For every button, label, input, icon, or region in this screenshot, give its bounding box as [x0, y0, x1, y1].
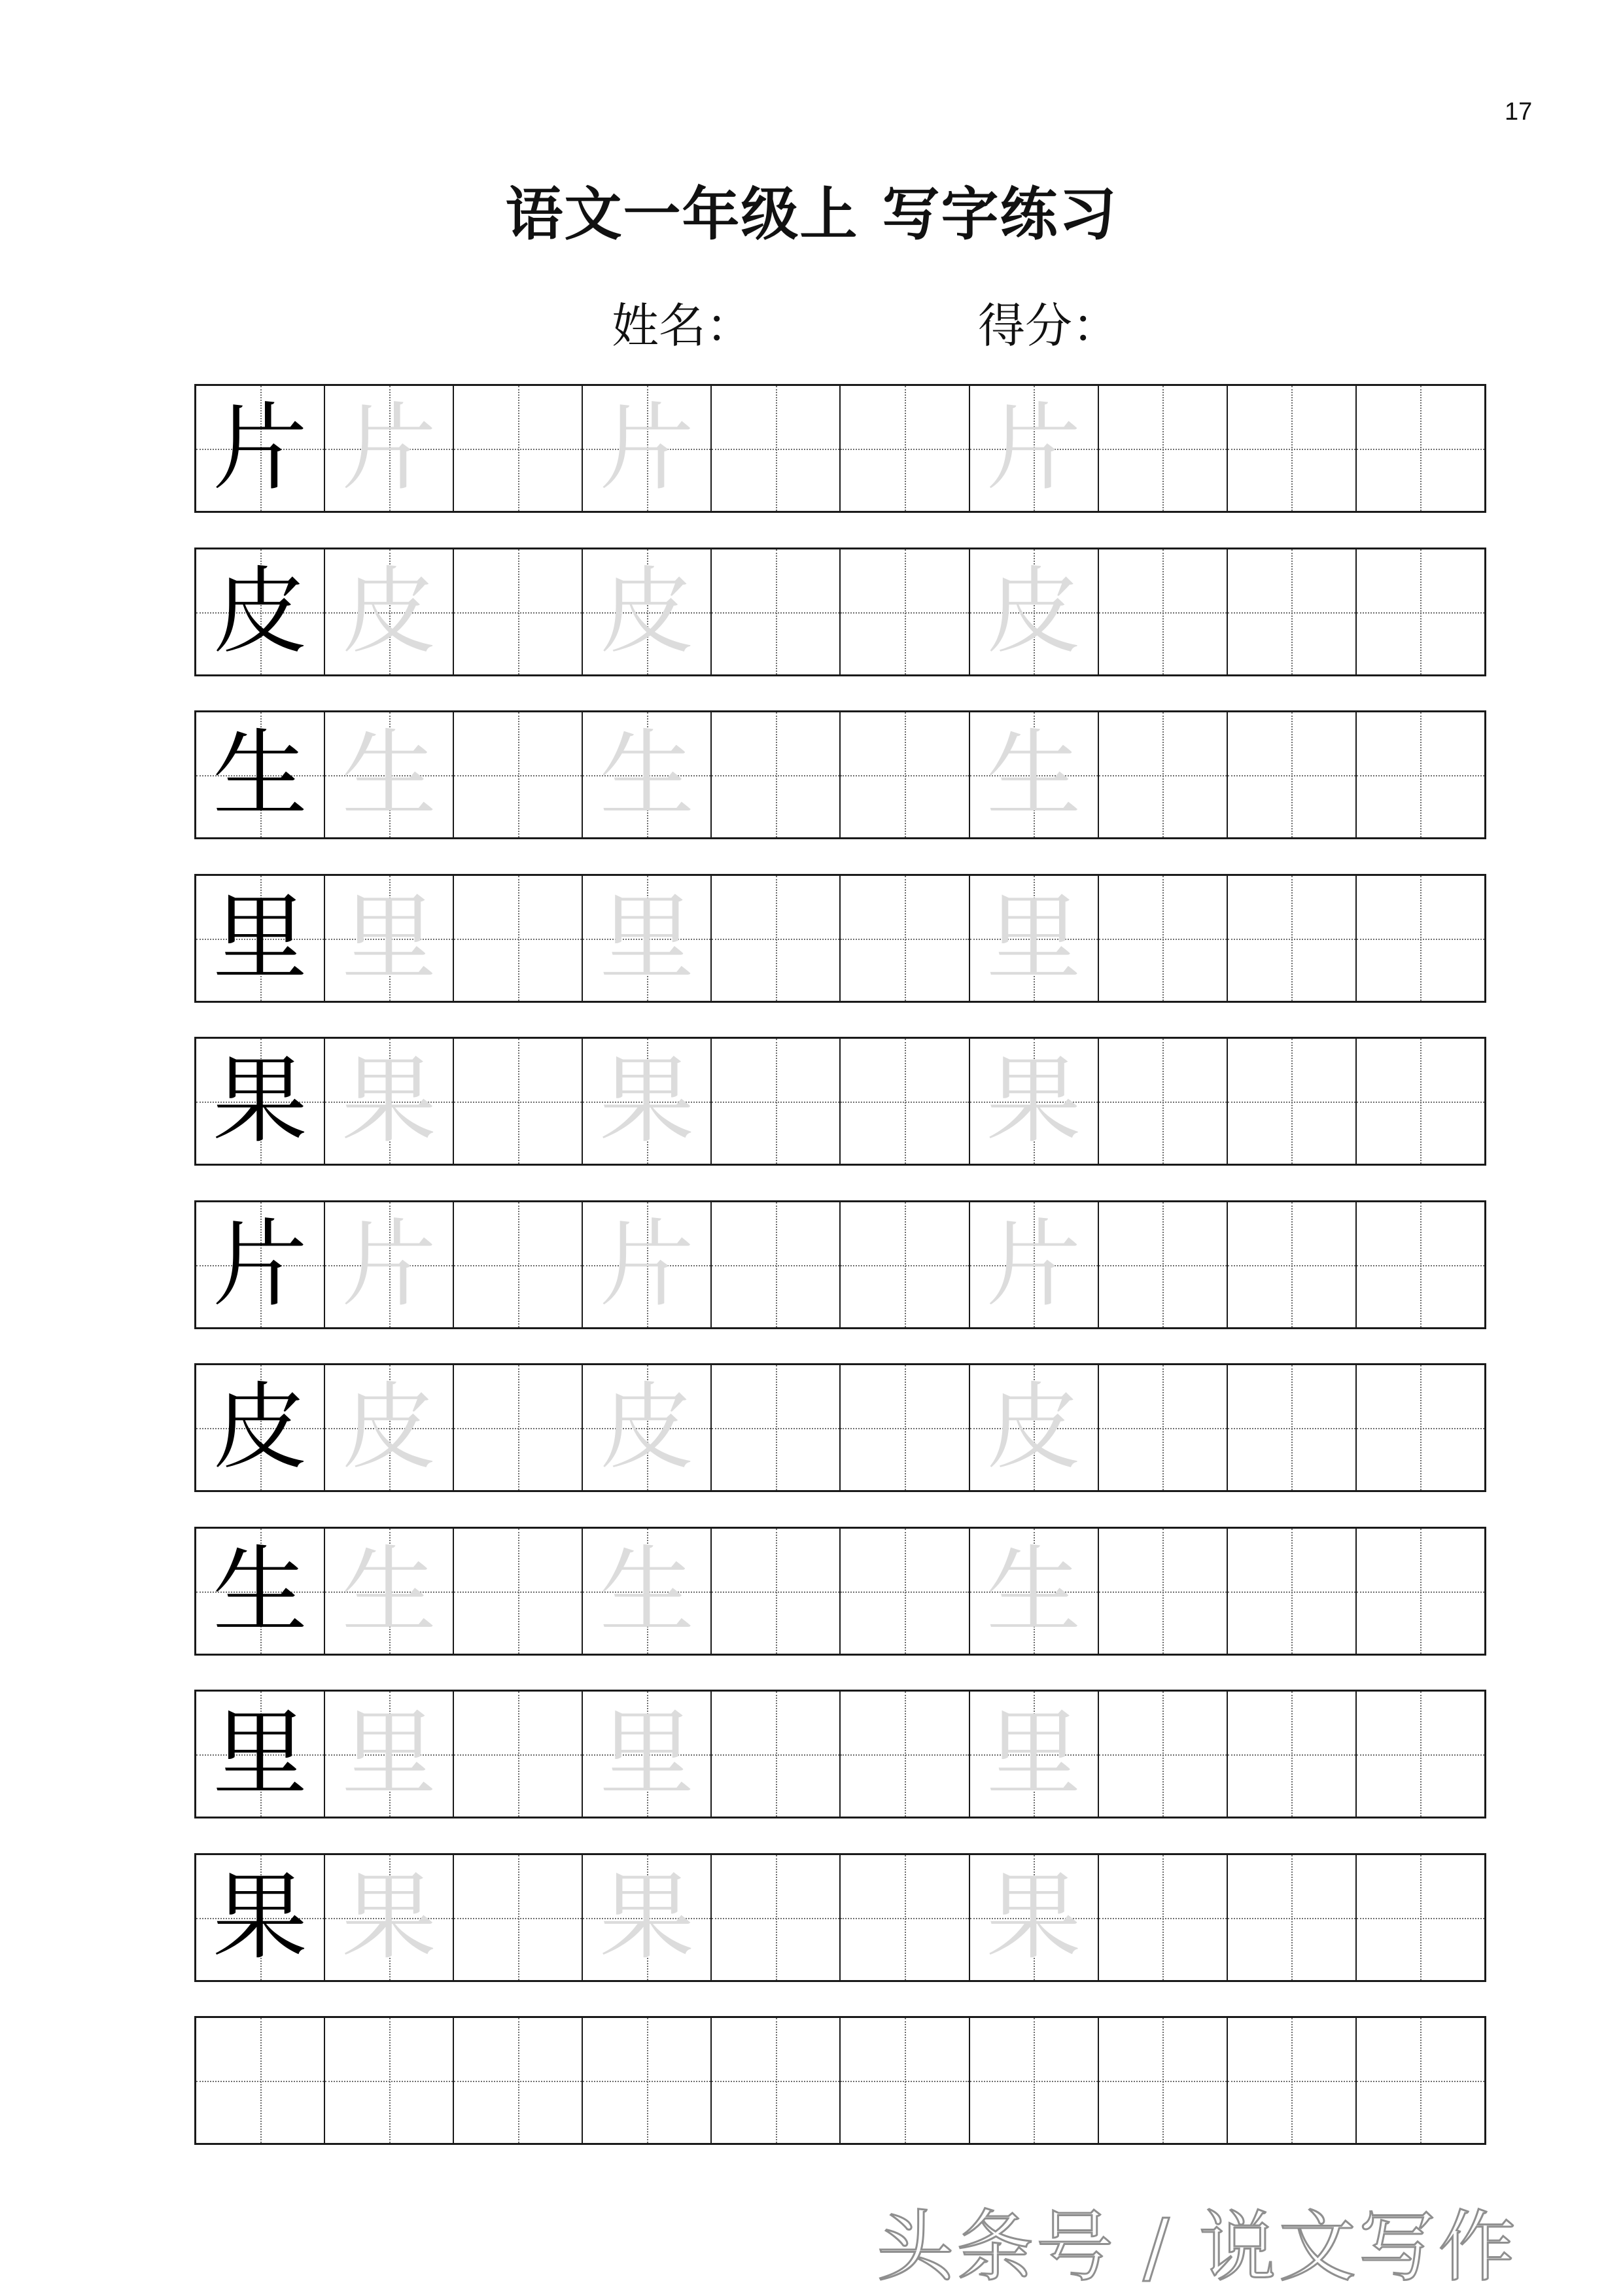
- grid-cell[interactable]: [970, 1529, 1099, 1654]
- grid-cell[interactable]: [1099, 1692, 1228, 1817]
- grid-cell[interactable]: [1099, 876, 1228, 1001]
- grid-cell[interactable]: [325, 1855, 454, 1980]
- grid-cell[interactable]: [325, 2018, 454, 2143]
- trace-character: 里: [599, 1699, 695, 1809]
- grid-cell[interactable]: [841, 549, 969, 674]
- grid-cell[interactable]: [1357, 1365, 1484, 1490]
- trace-character: 片: [986, 393, 1081, 504]
- grid-cell[interactable]: [841, 876, 969, 1001]
- grid-cell[interactable]: [1099, 1855, 1228, 1980]
- trace-character: 果: [599, 1046, 695, 1157]
- grid-cell[interactable]: [583, 1855, 712, 1980]
- grid-cell[interactable]: [1228, 1202, 1357, 1327]
- grid-cell[interactable]: [841, 1855, 969, 1980]
- trace-character: 果: [341, 1046, 437, 1157]
- grid-cell[interactable]: [196, 876, 325, 1001]
- grid-cell[interactable]: [841, 1692, 969, 1817]
- grid-cell[interactable]: [1099, 549, 1228, 674]
- trace-character: 片: [599, 393, 695, 504]
- grid-cell[interactable]: [970, 1692, 1099, 1817]
- model-character: 里: [213, 1699, 308, 1809]
- grid-row: [194, 1853, 1486, 1982]
- grid-row: [194, 710, 1486, 839]
- grid-cell[interactable]: [1357, 1202, 1484, 1327]
- trace-character: 生: [986, 1536, 1081, 1646]
- grid-cell[interactable]: [1357, 1855, 1484, 1980]
- grid-cell[interactable]: [325, 386, 454, 511]
- grid-cell[interactable]: [196, 712, 325, 837]
- grid-cell[interactable]: [1099, 386, 1228, 511]
- model-character: 片: [213, 393, 308, 504]
- grid-cell[interactable]: [841, 386, 969, 511]
- trace-character: 皮: [341, 557, 437, 667]
- grid-cell[interactable]: [454, 386, 583, 511]
- grid-cell[interactable]: [196, 549, 325, 674]
- grid-cell[interactable]: [712, 1039, 841, 1164]
- trace-character: 生: [341, 720, 437, 830]
- title-grade: 语文一年级上: [505, 181, 859, 248]
- grid-row: [194, 1363, 1486, 1492]
- grid-cell[interactable]: [583, 1202, 712, 1327]
- grid-cell[interactable]: [583, 712, 712, 837]
- grid-cell[interactable]: [970, 712, 1099, 837]
- grid-cell[interactable]: [1357, 2018, 1484, 2143]
- grid-cell[interactable]: [325, 1039, 454, 1164]
- grid-cell[interactable]: [583, 876, 712, 1001]
- grid-row: [194, 874, 1486, 1003]
- grid-cell[interactable]: [712, 1692, 841, 1817]
- trace-character: 里: [341, 1699, 437, 1809]
- model-character: 皮: [213, 557, 308, 667]
- grid-cell[interactable]: [196, 386, 325, 511]
- grid-cell[interactable]: [841, 1202, 969, 1327]
- grid-cell[interactable]: [970, 2018, 1099, 2143]
- grid-cell[interactable]: [325, 1529, 454, 1654]
- grid-cell[interactable]: [196, 1365, 325, 1490]
- grid-cell[interactable]: [712, 1365, 841, 1490]
- trace-character: 皮: [599, 1372, 695, 1483]
- model-character: 果: [213, 1862, 308, 1973]
- grid-cell[interactable]: [454, 2018, 583, 2143]
- grid-cell[interactable]: [1099, 1529, 1228, 1654]
- grid-cell[interactable]: [196, 1202, 325, 1327]
- trace-character: 里: [986, 1699, 1081, 1809]
- grid-cell[interactable]: [454, 549, 583, 674]
- grid-cell[interactable]: [1099, 1365, 1228, 1490]
- grid-cell[interactable]: [1228, 386, 1357, 511]
- grid-cell[interactable]: [454, 1529, 583, 1654]
- grid-cell[interactable]: [712, 2018, 841, 2143]
- grid-cell[interactable]: [1099, 712, 1228, 837]
- trace-character: 皮: [341, 1372, 437, 1483]
- grid-cell[interactable]: [583, 549, 712, 674]
- grid-cell[interactable]: [196, 1692, 325, 1817]
- grid-cell[interactable]: [1228, 876, 1357, 1001]
- trace-character: 生: [986, 720, 1081, 830]
- watermark: 头条号 / 说文写作: [877, 2202, 1518, 2292]
- grid-cell[interactable]: [712, 549, 841, 674]
- trace-character: 皮: [986, 557, 1081, 667]
- trace-character: 里: [599, 883, 695, 994]
- grid-cell[interactable]: [712, 386, 841, 511]
- trace-character: 皮: [599, 557, 695, 667]
- grid-cell[interactable]: [583, 1039, 712, 1164]
- grid-cell[interactable]: [970, 549, 1099, 674]
- grid-cell[interactable]: [712, 876, 841, 1001]
- grid-cell[interactable]: [1099, 2018, 1228, 2143]
- grid-cell[interactable]: [712, 712, 841, 837]
- grid-cell[interactable]: [1357, 1039, 1484, 1164]
- page-number: 17: [1505, 98, 1533, 126]
- grid-cell[interactable]: [325, 1202, 454, 1327]
- grid-cell[interactable]: [970, 1855, 1099, 1980]
- grid-cell[interactable]: [1357, 1692, 1484, 1817]
- grid-cell[interactable]: [1357, 1529, 1484, 1654]
- trace-character: 片: [599, 1209, 695, 1320]
- grid-cell[interactable]: [1228, 1855, 1357, 1980]
- grid-row: [194, 1037, 1486, 1166]
- trace-character: 生: [599, 1536, 695, 1646]
- grid-cell[interactable]: [196, 1855, 325, 1980]
- trace-character: 里: [341, 883, 437, 994]
- grid-cell[interactable]: [454, 1202, 583, 1327]
- grid-cell[interactable]: [970, 876, 1099, 1001]
- trace-character: 果: [599, 1862, 695, 1973]
- grid-cell[interactable]: [1357, 386, 1484, 511]
- grid-cell[interactable]: [1228, 549, 1357, 674]
- score-label: 得分：: [978, 298, 1120, 353]
- grid-cell[interactable]: [970, 386, 1099, 511]
- trace-character: 片: [341, 1209, 437, 1320]
- grid-cell[interactable]: [454, 876, 583, 1001]
- model-character: 里: [213, 883, 308, 994]
- grid-cell[interactable]: [1228, 1039, 1357, 1164]
- grid-cell[interactable]: [583, 1692, 712, 1817]
- grid-row: [194, 548, 1486, 676]
- grid-cell[interactable]: [325, 712, 454, 837]
- trace-character: 皮: [986, 1372, 1081, 1483]
- grid-cell[interactable]: [583, 1529, 712, 1654]
- model-character: 果: [213, 1046, 308, 1157]
- trace-character: 片: [341, 393, 437, 504]
- grid-cell[interactable]: [1228, 1529, 1357, 1654]
- grid-cell[interactable]: [841, 1365, 969, 1490]
- grid-cell[interactable]: [712, 1855, 841, 1980]
- grid-cell[interactable]: [841, 1529, 969, 1654]
- grid-cell[interactable]: [1357, 712, 1484, 837]
- grid-row: [194, 1200, 1486, 1329]
- grid-cell[interactable]: [196, 2018, 325, 2143]
- grid-cell[interactable]: [454, 1855, 583, 1980]
- trace-character: 生: [599, 720, 695, 830]
- grid-row: [194, 384, 1486, 513]
- grid-cell[interactable]: [1357, 549, 1484, 674]
- grid-cell[interactable]: [454, 1365, 583, 1490]
- grid-cell[interactable]: [454, 712, 583, 837]
- model-character: 片: [213, 1209, 308, 1320]
- grid-cell[interactable]: [1228, 712, 1357, 837]
- grid-cell[interactable]: [1228, 1365, 1357, 1490]
- grid-cell[interactable]: [325, 549, 454, 674]
- grid-cell[interactable]: [196, 1039, 325, 1164]
- page-title: [0, 169, 1623, 251]
- trace-character: 果: [986, 1862, 1081, 1973]
- grid-cell[interactable]: [841, 712, 969, 837]
- grid-cell[interactable]: [454, 1039, 583, 1164]
- grid-cell[interactable]: [583, 386, 712, 511]
- grid-row: [194, 1690, 1486, 1818]
- grid-cell[interactable]: [583, 2018, 712, 2143]
- grid-cell[interactable]: [970, 1202, 1099, 1327]
- trace-character: 果: [341, 1862, 437, 1973]
- grid-cell[interactable]: [841, 2018, 969, 2143]
- grid-cell[interactable]: [325, 876, 454, 1001]
- name-label: 姓名：: [612, 298, 754, 353]
- grid-cell[interactable]: [1357, 876, 1484, 1001]
- grid-cell[interactable]: [583, 1365, 712, 1490]
- grid-cell[interactable]: [1228, 1692, 1357, 1817]
- trace-character: 果: [986, 1046, 1081, 1157]
- grid-cell[interactable]: [841, 1039, 969, 1164]
- grid-cell[interactable]: [970, 1039, 1099, 1164]
- trace-character: 片: [986, 1209, 1081, 1320]
- model-character: 生: [213, 720, 308, 830]
- grid-cell[interactable]: [325, 1692, 454, 1817]
- grid-cell[interactable]: [196, 1529, 325, 1654]
- trace-character: 里: [986, 883, 1081, 994]
- grid-row: [194, 2016, 1486, 2145]
- grid-cell[interactable]: [454, 1692, 583, 1817]
- grid-cell[interactable]: [712, 1202, 841, 1327]
- grid-cell[interactable]: [970, 1365, 1099, 1490]
- grid-cell[interactable]: [325, 1365, 454, 1490]
- grid-row: [194, 1527, 1486, 1656]
- title-practice: 写字练习: [882, 181, 1118, 248]
- grid-cell[interactable]: [1228, 2018, 1357, 2143]
- model-character: 生: [213, 1536, 308, 1646]
- grid-cell[interactable]: [712, 1529, 841, 1654]
- grid-cell[interactable]: [1099, 1039, 1228, 1164]
- model-character: 皮: [213, 1372, 308, 1483]
- trace-character: 生: [341, 1536, 437, 1646]
- grid-cell[interactable]: [1099, 1202, 1228, 1327]
